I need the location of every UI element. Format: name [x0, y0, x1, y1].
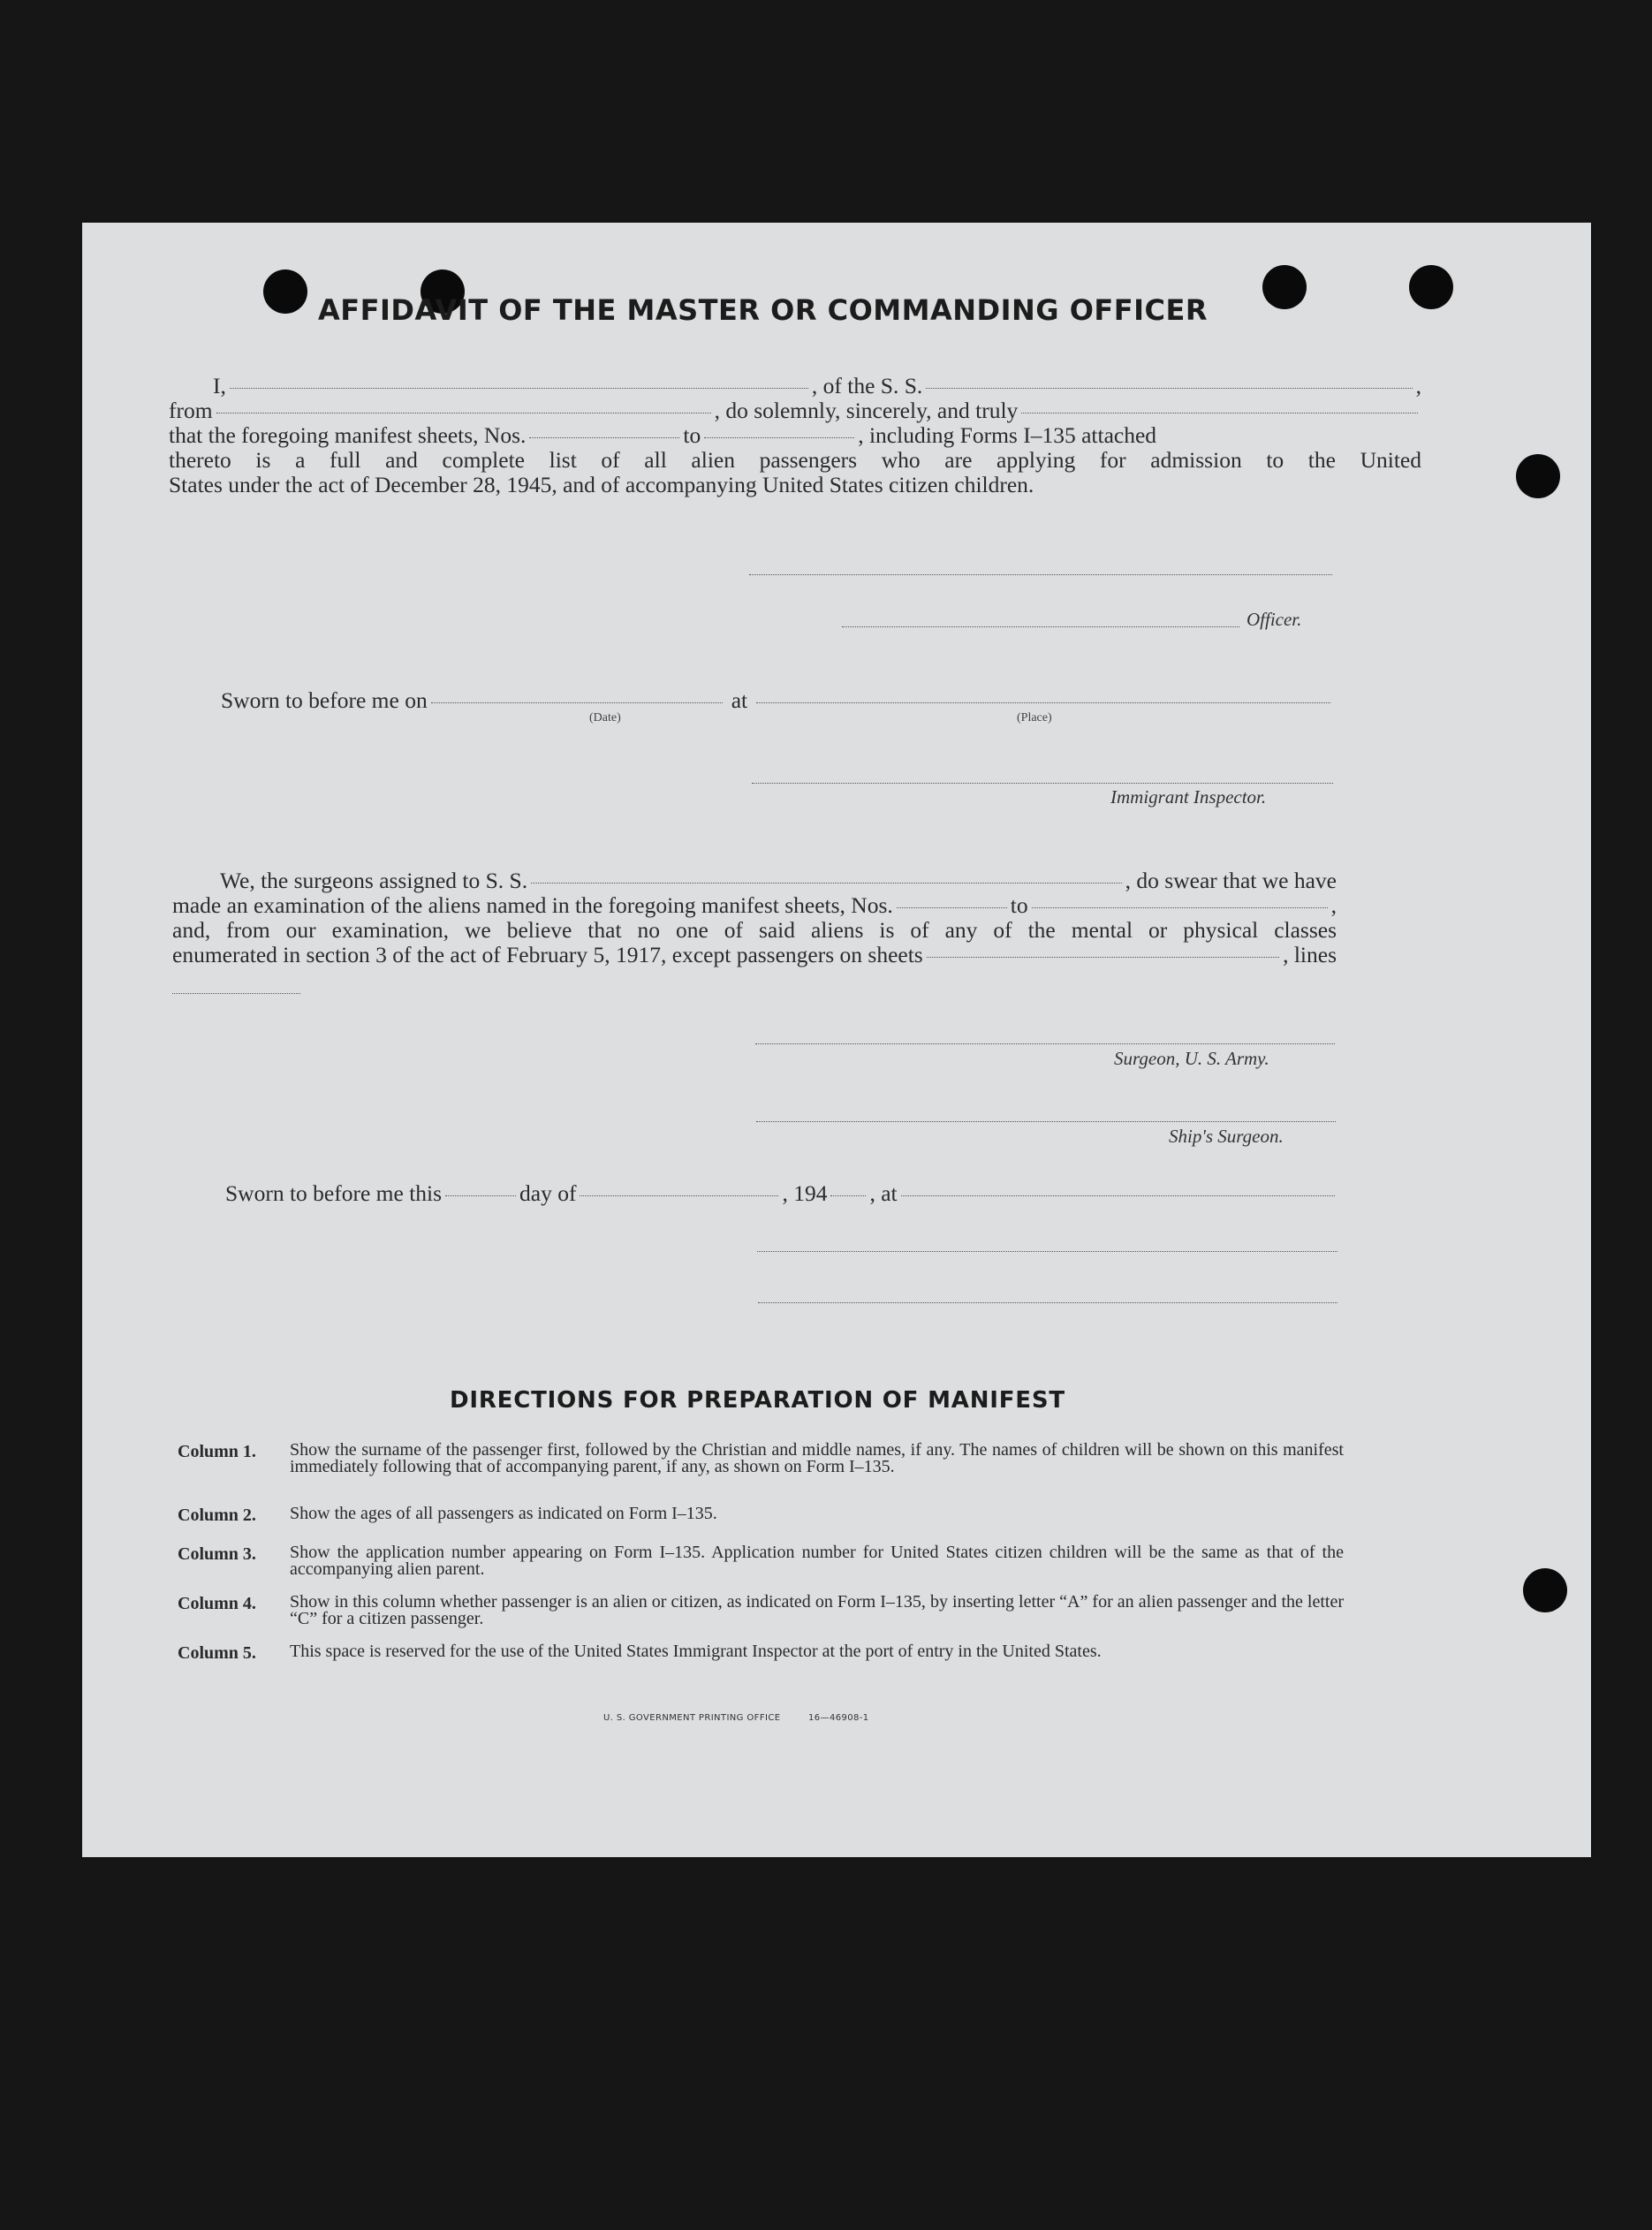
surgeons-line-4 [172, 942, 1337, 967]
inspector-label: Immigrant Inspector. [1110, 786, 1267, 808]
ship-surgeon-signature-line[interactable] [756, 1120, 1336, 1122]
text-of-ss: , of the S. S. [811, 373, 923, 398]
text-at: at [731, 687, 748, 713]
officer-title-line[interactable] [842, 626, 1239, 627]
text-examination: made an examination of the aliens named in the foregoing manifest sheets, Nos. [172, 892, 893, 918]
inspector-signature-line[interactable] [752, 782, 1333, 784]
column-label: Column 4. [178, 1594, 256, 1613]
sworn-date-field[interactable] [431, 702, 723, 703]
affidavit-paragraph [169, 373, 1421, 497]
sworn-line-2 [225, 1180, 1338, 1205]
affidavit-title: AFFIDAVIT OF THE MASTER OR COMMANDING OFFICER [318, 293, 1208, 327]
surgeons-paragraph [172, 868, 1337, 967]
column-text: This space is reserved for the use of the United States Immigrant Inspector at the port of entry in the United States. [290, 1642, 1102, 1661]
master-name-field[interactable] [230, 387, 808, 389]
ship-name-field[interactable] [926, 387, 1412, 389]
column-text: Show in this column whether passenger is an alien or citizen, as indicated on Form I–135, by inserting letter “A” for an alien passenger and the letter “C” for a citizen passenger. [290, 1592, 1344, 1628]
punch-hole [1262, 265, 1307, 309]
directions-list [178, 1442, 1344, 1679]
direction-column-5 [178, 1643, 1344, 1679]
punch-hole [1523, 1568, 1567, 1612]
sworn-place-field[interactable] [756, 702, 1330, 703]
date-caption: (Date) [589, 711, 621, 724]
exam-sheet-from-field[interactable] [897, 906, 1007, 908]
signature-line[interactable] [757, 1250, 1338, 1252]
column-label: Column 2. [178, 1506, 256, 1525]
text-at: , at [869, 1180, 898, 1206]
text-manifest-nos: that the foregoing manifest sheets, Nos. [169, 422, 527, 448]
exam-sheet-to-field[interactable] [1032, 906, 1328, 908]
punch-hole [263, 269, 307, 314]
lines-field[interactable] [172, 992, 300, 994]
sworn-place-field-2[interactable] [901, 1195, 1335, 1196]
text-forms: , including Forms I–135 attached [858, 422, 1157, 448]
signature-line[interactable] [758, 1301, 1338, 1303]
punch-hole [1516, 454, 1560, 498]
ship-surgeon-label: Ship's Surgeon. [1169, 1126, 1284, 1147]
affidavit-line-3 [169, 422, 1421, 447]
port-from-field[interactable] [216, 412, 711, 413]
text-to: to [683, 422, 701, 448]
affidavit-line-1 [169, 373, 1421, 398]
except-sheets-field[interactable] [927, 956, 1279, 958]
column-label: Column 3. [178, 1544, 256, 1564]
column-text: Show the application number appearing on Form I–135. Application number for United States citizen children will be the same as that of the accompanying alien parent. [290, 1543, 1344, 1579]
affidavit-line-4: thereto is a full and complete list of all alien passengers who are applying for admission to the United [169, 447, 1421, 473]
officer-signature-line[interactable] [749, 573, 1332, 575]
text-sworn-this: Sworn to before me this [225, 1180, 443, 1206]
surgeons-line-2 [172, 892, 1337, 917]
sworn-line-1 [221, 687, 1334, 712]
affidavit-line-2 [169, 398, 1421, 422]
text-comma: , [1330, 892, 1337, 918]
direction-column-2 [178, 1506, 1344, 1544]
day-field[interactable] [445, 1195, 516, 1196]
officer-label: Officer. [1247, 609, 1302, 630]
text-year-prefix: , 194 [782, 1180, 828, 1206]
year-field[interactable] [830, 1195, 866, 1196]
surgeons-line-1 [172, 868, 1337, 892]
form-sheet [82, 223, 1591, 1857]
month-field[interactable] [580, 1195, 778, 1196]
directions-title: DIRECTIONS FOR PREPARATION OF MANIFEST [450, 1387, 1065, 1414]
surgeons-line-3: and, from our examination, we believe that no one of said aliens is of any of the mental or physical classes [172, 917, 1337, 943]
text-lines: , lines [1283, 942, 1337, 967]
sheet-to-field[interactable] [704, 436, 854, 438]
declaration-field[interactable] [1021, 412, 1418, 413]
text-do-swear: , do swear that we have [1125, 868, 1337, 893]
army-surgeon-signature-line[interactable] [755, 1043, 1335, 1044]
direction-column-3 [178, 1544, 1344, 1594]
sheet-from-field[interactable] [529, 436, 679, 438]
place-caption: (Place) [1017, 711, 1052, 724]
column-label: Column 1. [178, 1442, 256, 1461]
printer-name: U. S. GOVERNMENT PRINTING OFFICE [603, 1713, 781, 1723]
text-solemnly: , do solemnly, sincerely, and truly [714, 398, 1019, 423]
army-surgeon-label: Surgeon, U. S. Army. [1114, 1048, 1269, 1069]
column-text: Show the ages of all passengers as indicated on Form I–135. [290, 1504, 717, 1523]
direction-column-1 [178, 1442, 1344, 1506]
text-i: I, [213, 373, 226, 398]
text-surgeons-assigned: We, the surgeons assigned to S. S. [220, 868, 528, 893]
column-text: Show the surname of the passenger first, followed by the Christian and middle names, if any. The names of children will be shown on this manifest immediately following that of accompanying parent, if any, as shown on Form I–135. [290, 1440, 1344, 1476]
form-code: 16—46908-1 [808, 1713, 869, 1723]
text-comma: , [1415, 373, 1421, 398]
affidavit-line-5: States under the act of December 28, 1945, and of accompanying United States citizen children. [169, 472, 1034, 497]
text-enumerated: enumerated in section 3 of the act of February 5, 1917, except passengers on sheets [172, 942, 923, 967]
text-to: to [1010, 892, 1028, 918]
column-label: Column 5. [178, 1643, 256, 1663]
punch-hole [1409, 265, 1453, 309]
text-day-of: day of [519, 1180, 577, 1206]
direction-column-4 [178, 1594, 1344, 1643]
text-sworn-on: Sworn to before me on [221, 687, 428, 713]
text-from: from [169, 398, 213, 423]
surgeon-ship-field[interactable] [531, 882, 1122, 884]
printer-footer [603, 1713, 869, 1723]
